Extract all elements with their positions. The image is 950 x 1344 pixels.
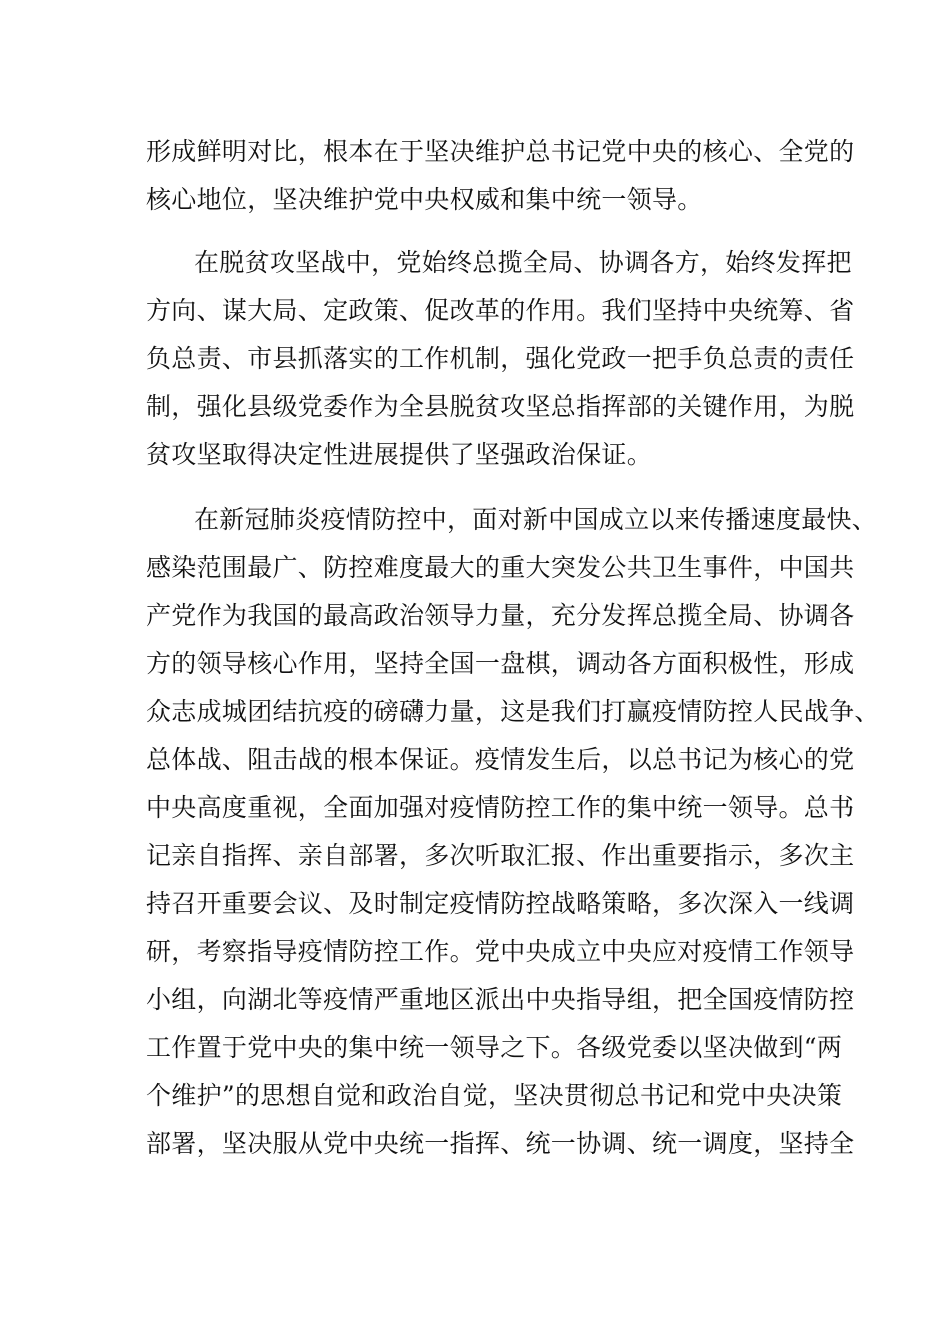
text-line: 个维护”的思想自觉和政治自觉，坚决贯彻总书记和党中央决策	[146, 1081, 843, 1110]
text-line: 研，考察指导疫情防控工作。党中央成立中央应对疫情工作领导	[146, 937, 855, 966]
text-line: 在新冠肺炎疫情防控中，面对新中国成立以来传播速度最快、	[194, 505, 878, 534]
text-line: 在脱贫攻坚战中，党始终总揽全局、协调各方，始终发挥把	[194, 248, 852, 277]
text-line: 方向、谋大局、定政策、促改革的作用。我们坚持中央统筹、省	[146, 296, 855, 325]
text-line: 贫攻坚取得决定性进展提供了坚强政治保证。	[146, 440, 653, 469]
text-line: 感染范围最广、防控难度最大的重大突发公共卫生事件，中国共	[146, 553, 855, 582]
text-line: 小组，向湖北等疫情严重地区派出中央指导组，把全国疫情防控	[146, 985, 855, 1014]
text-line: 核心地位，坚决维护党中央权威和集中统一领导。	[146, 185, 703, 214]
text-line: 总体战、阻击战的根本保证。疫情发生后，以总书记为核心的党	[146, 745, 855, 774]
text-line: 持召开重要会议、及时制定疫情防控战略策略，多次深入一线调	[146, 889, 855, 918]
text-line: 产党作为我国的最高政治领导力量，充分发挥总揽全局、协调各	[146, 601, 855, 630]
text-line: 制，强化县级党委作为全县脱贫攻坚总指挥部的关键作用，为脱	[146, 392, 855, 421]
text-line: 方的领导核心作用，坚持全国一盘棋，调动各方面积极性，形成	[146, 649, 855, 678]
text-line: 中央高度重视，全面加强对疫情防控工作的集中统一领导。总书	[146, 793, 855, 822]
text-line: 形成鲜明对比，根本在于坚决维护总书记党中央的核心、全党的	[146, 137, 855, 166]
text-line: 众志成城团结抗疫的磅礴力量，这是我们打赢疫情防控人民战争、	[146, 697, 880, 726]
text-line: 记亲自指挥、亲自部署，多次听取汇报、作出重要指示，多次主	[146, 841, 855, 870]
text-line: 工作置于党中央的集中统一领导之下。各级党委以坚决做到“两	[146, 1033, 843, 1062]
text-line: 负总责、市县抓落实的工作机制，强化党政一把手负总责的责任	[146, 344, 855, 373]
text-line: 部署，坚决服从党中央统一指挥、统一协调、统一调度，坚持全	[146, 1129, 855, 1158]
